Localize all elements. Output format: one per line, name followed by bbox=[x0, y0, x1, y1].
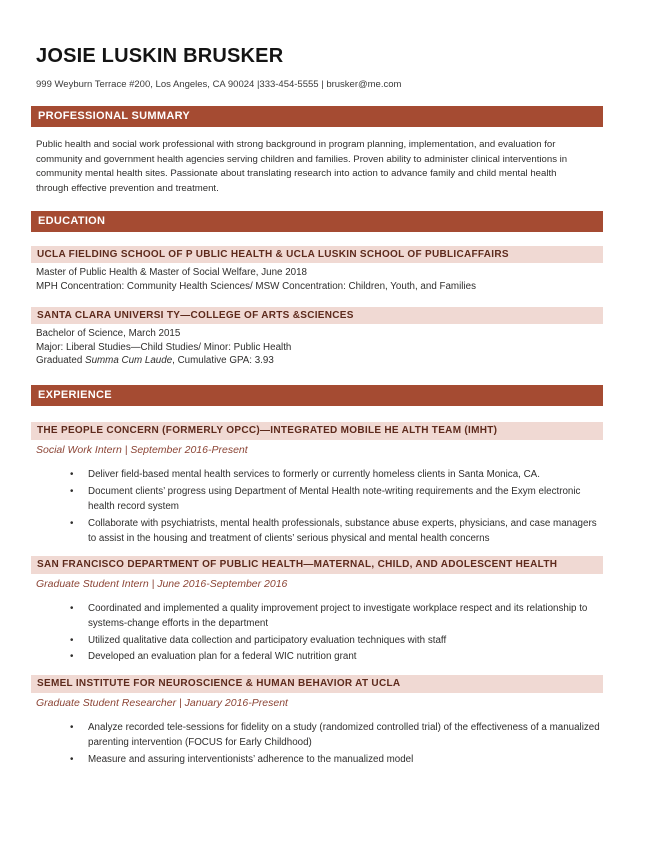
school-heading-ucla: UCLA FIELDING SCHOOL OF P UBLIC HEALTH & UCLA LUSKIN SCHOOL OF PUBLICAFFAIRS bbox=[31, 246, 603, 263]
bullet-marker: • bbox=[70, 485, 74, 497]
employer-heading-semel-institute: SEMEL INSTITUTE FOR NEUROSCIENCE & HUMAN BEHAVIOR AT UCLA bbox=[31, 675, 603, 693]
school-heading-santa-clara: SANTA CLARA UNIVERSI TY—COLLEGE OF ARTS &SCIENCES bbox=[31, 307, 603, 324]
section-bar-experience: EXPERIENCE bbox=[31, 385, 603, 406]
bullet-marker: • bbox=[70, 721, 74, 733]
section-bar-education: EDUCATION bbox=[31, 211, 603, 232]
edu-honors-line bbox=[36, 354, 603, 367]
bullet-item bbox=[31, 516, 603, 547]
summary-paragraph: Public health and social work professional with strong background in program planning, implementation, and evaluation for community and government health agencies serving children and families. Proven ability to administer clinical interventions in community mental health sites. Passionate about translating research into action to advance family and child mental health through effective prevention and treatment. bbox=[36, 139, 568, 194]
edu-concentration-line: MPH Concentration: Community Health Sciences/ MSW Concentration: Children, Youth, and Families bbox=[36, 280, 476, 292]
bullet-marker: • bbox=[70, 753, 74, 765]
bullet-marker: • bbox=[70, 517, 74, 529]
bullet-text: Collaborate with psychiatrists, mental health professionals, substance abuse experts, physicians, and case managers to assist in the housing and treatment of clients’ serious physical and mental health concerns bbox=[88, 517, 597, 545]
role-dates-line: Graduate Student Researcher | January 2016-Present bbox=[36, 696, 288, 709]
bullet-list bbox=[31, 467, 603, 547]
bullet-item bbox=[31, 633, 603, 649]
bullet-text: Measure and assuring interventionists’ adherence to the manualized model bbox=[88, 753, 414, 765]
bullet-item bbox=[31, 601, 603, 632]
employer-heading-sf-dph: SAN FRANCISCO DEPARTMENT OF PUBLIC HEALTH—MATERNAL, CHILD, AND ADOLESCENT HEALTH bbox=[31, 556, 603, 574]
bullet-marker: • bbox=[70, 602, 74, 614]
honors-suffix: , Cumulative GPA: 3.93 bbox=[172, 355, 274, 366]
bullet-list bbox=[31, 601, 603, 665]
bullet-marker: • bbox=[70, 651, 74, 663]
candidate-name: JOSIE LUSKIN BRUSKER bbox=[36, 45, 284, 67]
bullet-list bbox=[31, 720, 603, 768]
bullet-text: Analyze recorded tele-sessions for fidelity on a study (randomized controlled trial) of the effectiveness of a manualized parenting intervention (FOCUS for Early Childhood) bbox=[88, 721, 600, 749]
bullet-item bbox=[31, 752, 603, 768]
edu-major-line: Major: Liberal Studies—Child Studies/ Minor: Public Health bbox=[36, 341, 292, 353]
bullet-item bbox=[31, 484, 603, 515]
bullet-item bbox=[31, 720, 603, 751]
honors-prefix: Graduated bbox=[36, 355, 86, 366]
bullet-text: Deliver field-based mental health services to formerly or currently homeless clients in Santa Monica, CA. bbox=[88, 469, 540, 481]
bullet-text: Utilized qualitative data collection and participatory evaluation techniques with staff bbox=[88, 634, 447, 646]
bullet-item bbox=[31, 467, 603, 483]
resume-content bbox=[31, 0, 603, 767]
edu-degree-line: Master of Public Health & Master of Social Welfare, June 2018 bbox=[36, 267, 307, 279]
bullet-marker: • bbox=[70, 634, 74, 646]
bullet-marker: • bbox=[70, 469, 74, 481]
section-bar-professional-summary: PROFESSIONAL SUMMARY bbox=[31, 106, 603, 127]
role-dates-line: Graduate Student Intern | June 2016-September 2016 bbox=[36, 577, 288, 590]
contact-line: 999 Weyburn Terrace #200, Los Angeles, CA 90024 |333-454-5555 | brusker@me.com bbox=[36, 79, 402, 90]
bullet-item bbox=[31, 649, 603, 665]
bullet-text: Developed an evaluation plan for a federal WIC nutrition grant bbox=[88, 651, 357, 663]
bullet-text: Coordinated and implemented a quality improvement project to investigate workplace respect and its relationship to systems-change efforts in the department bbox=[88, 602, 588, 630]
role-dates-line: Social Work Intern | September 2016-Present bbox=[36, 444, 248, 457]
honors-latin: Summa Cum Laude bbox=[85, 355, 173, 366]
edu-degree-line: Bachelor of Science, March 2015 bbox=[36, 328, 181, 340]
bullet-text: Document clients’ progress using Department of Mental Health note-writing requirements and the Exym electronic health record system bbox=[88, 485, 581, 513]
employer-heading-people-concern: THE PEOPLE CONCERN (FORMERLY OPCC)—INTEGRATED MOBILE HE ALTH TEAM (IMHT) bbox=[31, 422, 603, 440]
